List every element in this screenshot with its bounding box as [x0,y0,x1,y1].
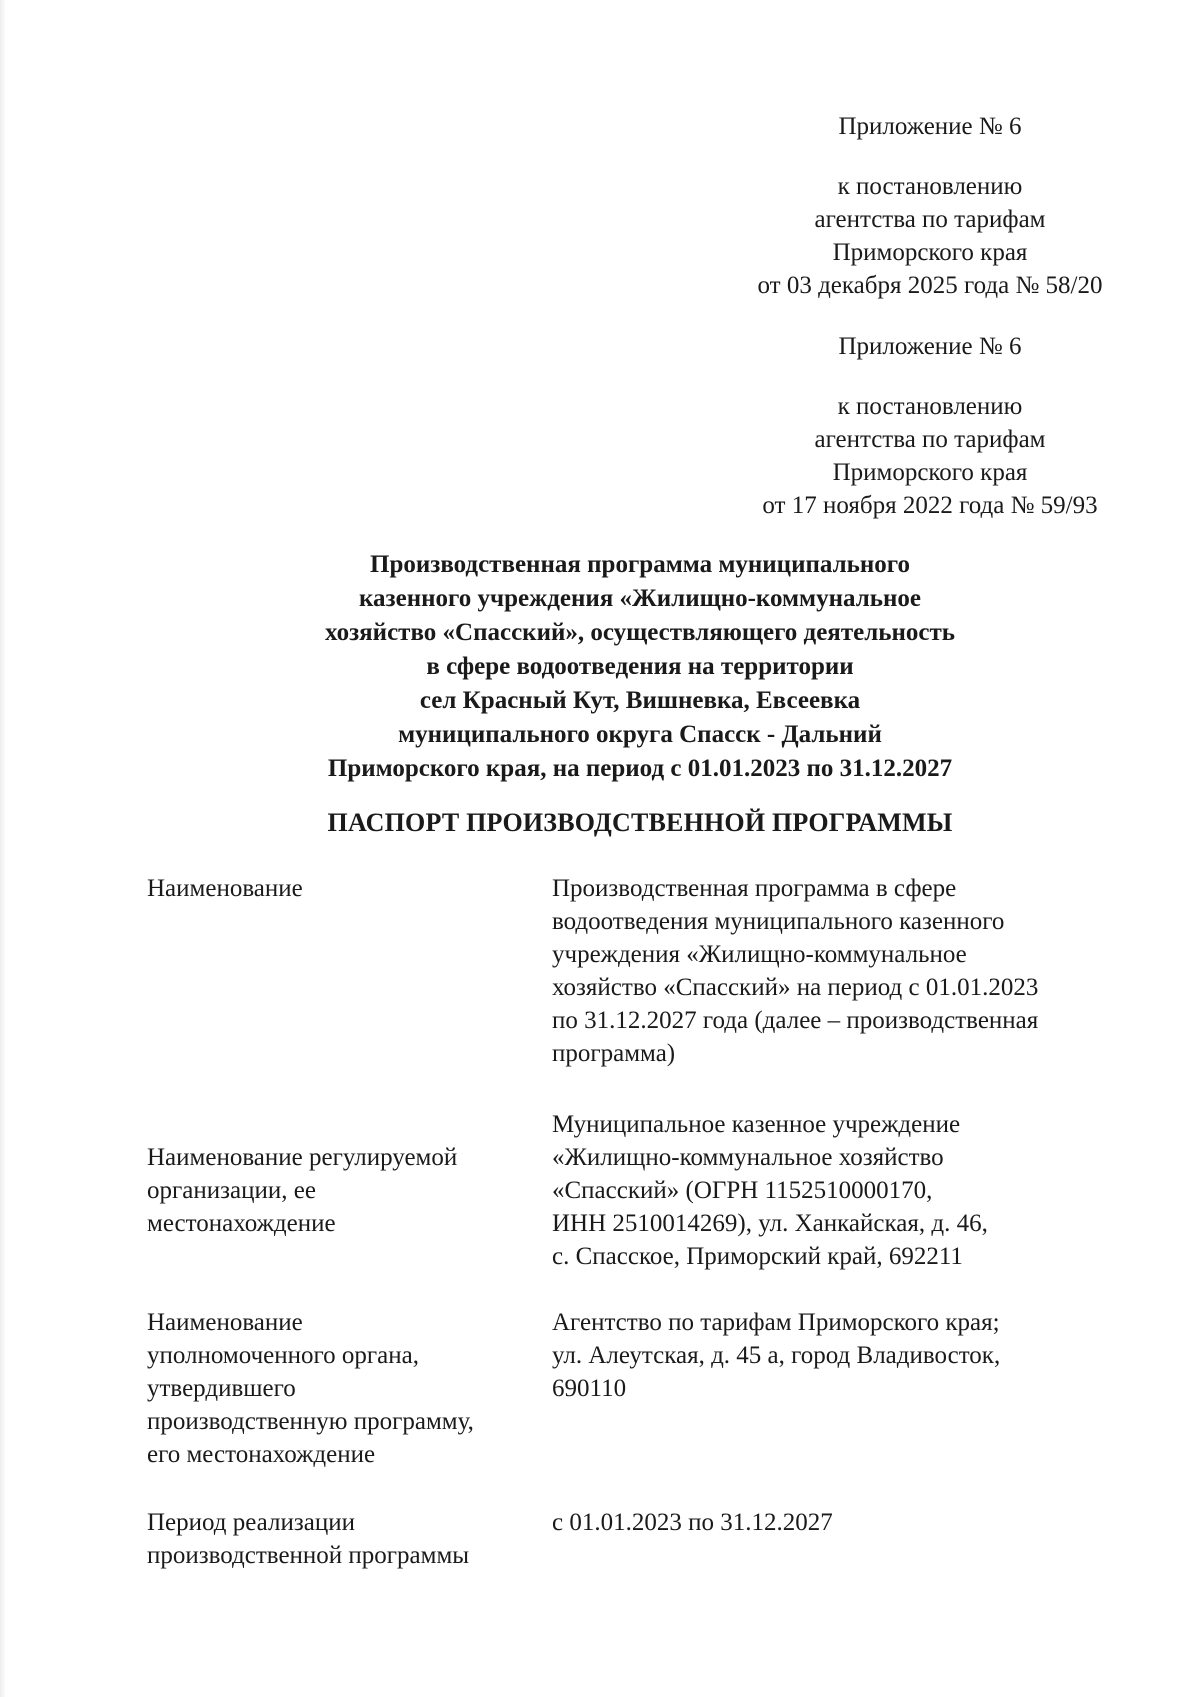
passport-row-name [147,872,1117,1070]
program-title-line: Приморского края, на период с 01.01.2023 по 31.12.2027 [327,755,953,782]
appendix-date-line: от 17 ноября 2022 года № 59/93 [762,492,1098,519]
passport-row-period [147,1506,1117,1572]
program-title-line: хозяйство «Спасский», осуществляющего деятельность [325,619,955,646]
appendix-header-current [700,110,1160,302]
program-title-line: сел Красный Кут, Вишневка, Евсеевка [419,687,861,714]
passport-row-organization [147,1108,1117,1273]
appendix-header-previous [700,330,1160,522]
program-title-line: в сфере водоотведения на территории [426,653,854,680]
appendix-line: Приморского края [832,459,1028,486]
passport-label: Наименование уполномоченного органа, утвердившего производственную программу, его местонахождение [147,1309,474,1468]
program-title-line: казенного учреждения «Жилищно-коммунальное [359,585,921,612]
scan-edge [0,0,6,1697]
passport-heading: ПАСПОРТ ПРОИЗВОДСТВЕННОЙ ПРОГРАММЫ [327,808,953,837]
program-title-line: муниципального округа Спасск - Дальний [398,721,882,748]
passport-value: Производственная программа в сфере водоотведения муниципального казенного учреждения «Жилищно-коммунальное хозяйство «Спасский» на период с 01.01.2023 по 31.12.2027 года (далее – производственная программа) [552,875,1039,1067]
appendix-title: Приложение № 6 [838,333,1022,360]
program-title [200,548,1080,786]
appendix-line: агентства по тарифам [814,426,1046,453]
passport-table [147,872,1117,1572]
passport-value: Агентство по тарифам Приморского края; ул. Алеутская, д. 45 а, город Владивосток, 690110 [552,1309,1001,1402]
appendix-title: Приложение № 6 [838,113,1022,140]
appendix-line: Приморского края [832,239,1028,266]
passport-label: Наименование [147,875,303,902]
passport-label: Наименование регулируемой организации, ее местонахождение [147,1144,458,1237]
passport-label: Период реализации производственной программы [147,1509,470,1569]
program-title-line: Производственная программа муниципального [370,551,910,578]
appendix-line: агентства по тарифам [814,206,1046,233]
appendix-line: к постановлению [837,173,1023,200]
passport-value: Муниципальное казенное учреждение «Жилищно-коммунальное хозяйство «Спасский» (ОГРН 1152510000170, ИНН 2510014269), ул. Ханкайская, д. 46, с. Спасское, Приморский край, 692211 [552,1111,988,1270]
appendix-date-line: от 03 декабря 2025 года № 58/20 [757,272,1103,299]
passport-value: с 01.01.2023 по 31.12.2027 [552,1509,833,1536]
appendix-line: к постановлению [837,393,1023,420]
passport-row-authority [147,1306,1117,1471]
